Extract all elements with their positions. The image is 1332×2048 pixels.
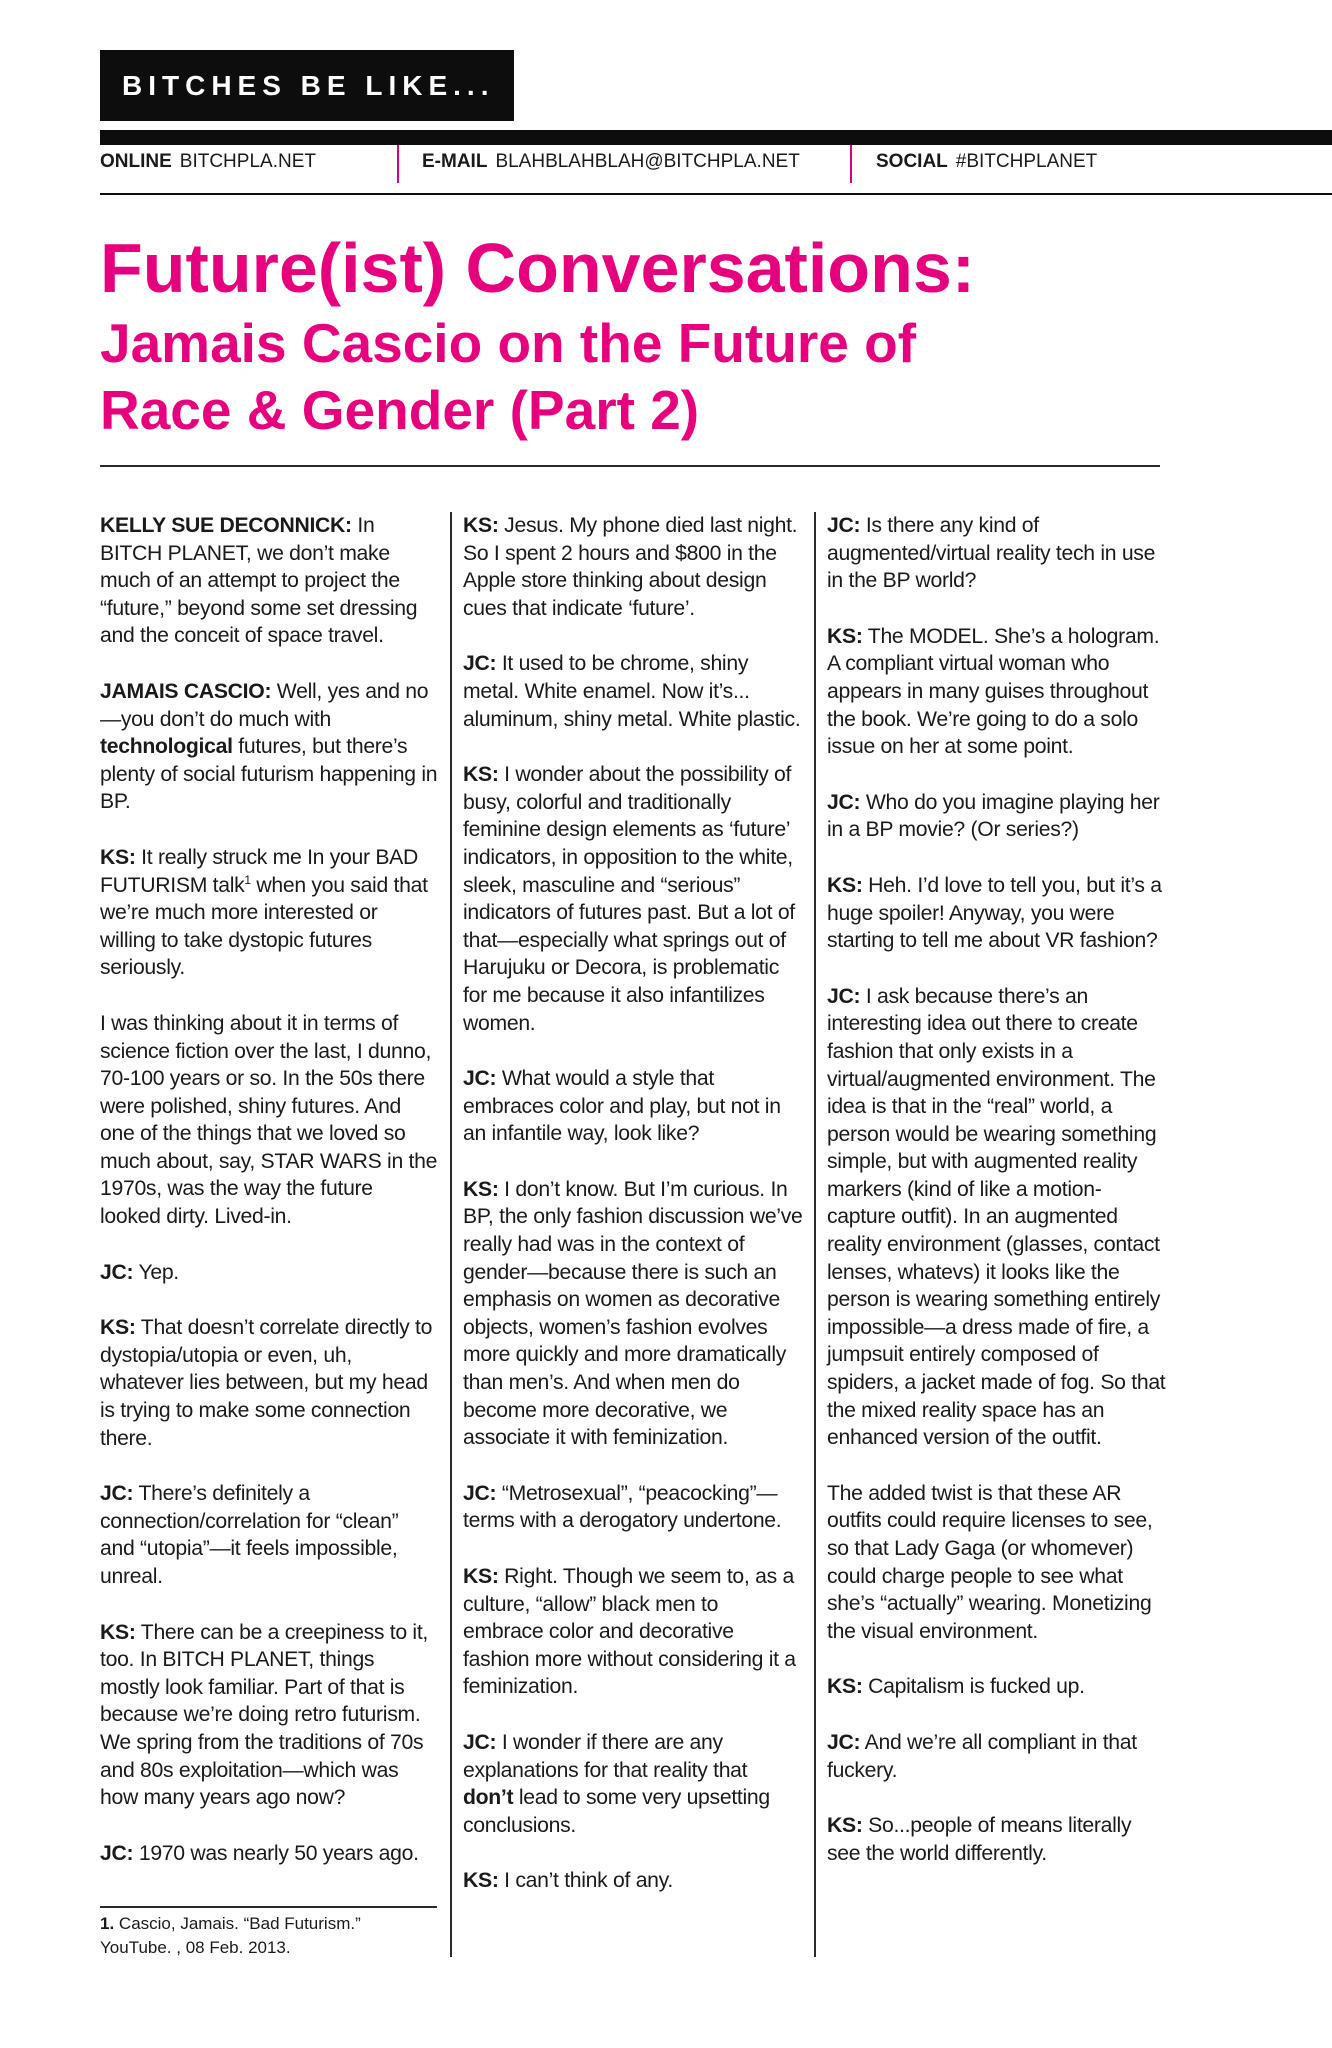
column-left	[100, 512, 438, 1895]
paragraph	[827, 1812, 1167, 1867]
dialogue: I ask because there’s an interesting idea out there to create fashion that only exists in a virtual/augmented environment. The idea is that in the “real” world, a person would be wearing something simple, but with augmented reality markers (kind of like a motion-capture outfit). In an augmented reality environment (glasses, contact lenses, whatevs) it looks like the person is wearing something entirely impossible—a dress made of fire, a jumpsuit entirely composed of spiders, a jacket made of fog. So that the mixed reality space has an enhanced version of the outfit.	[827, 984, 1166, 1450]
footnote-ref[interactable]: 1	[244, 872, 251, 887]
speaker: JC:	[463, 1481, 497, 1505]
speaker: KS:	[100, 845, 136, 869]
speaker: JC:	[100, 1260, 134, 1284]
dialogue: What would a style that embraces color and play, but not in an infantile way, look like?	[463, 1067, 781, 1146]
speaker: KS:	[463, 1177, 499, 1201]
speaker: JC:	[463, 652, 497, 676]
speaker: KS:	[827, 873, 863, 897]
email-label: E-MAIL	[422, 151, 488, 172]
speaker: KS:	[827, 1814, 863, 1838]
paragraph	[827, 983, 1167, 1452]
dialogue: It used to be chrome, shiny metal. White enamel. Now it’s... aluminum, shiny metal. White plastic.	[463, 652, 801, 731]
dialogue: Capitalism is fucked up.	[862, 1675, 1085, 1699]
paragraph	[463, 1480, 803, 1535]
paragraph	[827, 789, 1167, 844]
dialogue: The added twist is that these AR outfits could require licenses to see, so that Lady Gaga (or whomever) could charge people to see what she’s “actually” wearing. Monetizing the visual environment.	[827, 1481, 1153, 1643]
paragraph	[827, 1729, 1167, 1784]
paragraph	[100, 1480, 438, 1590]
dialogue: futures, but there’s plenty of social futurism happening in BP.	[100, 735, 438, 814]
dialogue: Who do you imagine playing her in a BP movie? (Or series?)	[827, 790, 1160, 842]
social-label: SOCIAL	[876, 151, 948, 172]
column-middle	[463, 512, 803, 1923]
speaker: JC:	[100, 1482, 134, 1506]
banner-text: BITCHES BE LIKE...	[122, 69, 495, 101]
speaker: KS:	[463, 1869, 499, 1893]
dialogue: Well, yes and no—you don’t do much with	[100, 679, 429, 731]
dialogue: Heh. I’d love to tell you, but it’s a huge spoiler! Anyway, you were starting to tell me about VR fashion?	[827, 873, 1162, 953]
speaker: JC:	[100, 1841, 134, 1865]
dialogue: The MODEL. She’s a hologram. A compliant virtual woman who appears in many guises throughout the book. We’re going to do a solo issue on her at some point.	[827, 624, 1160, 759]
paragraph	[100, 678, 438, 816]
dialogue: Yep.	[133, 1260, 179, 1284]
dialogue: “Metrosexual”, “peacocking”—terms with a derogatory undertone.	[463, 1481, 782, 1533]
title-line-3: Race & Gender (Part 2)	[100, 379, 700, 441]
paragraph	[827, 512, 1167, 595]
dialogue: I was thinking about it in terms of science fiction over the last, I dunno, 70-100 years or so. In the 50s there were polished, shiny futures. And one of the things that we loved so much about, say, STAR WARS in the 1970s, was the way the future looked dirty. Lived-in.	[100, 1011, 438, 1229]
speaker: JC:	[827, 790, 861, 814]
speaker: KS:	[463, 514, 499, 537]
section-banner	[100, 50, 514, 121]
paragraph	[100, 1259, 438, 1287]
dialogue: It really struck me In your BAD FUTURISM talk	[100, 845, 418, 897]
title-line-2: Jamais Cascio on the Future of	[100, 312, 917, 374]
speaker: JAMAIS CASCIO:	[100, 679, 272, 703]
title-line-1: Future(ist) Conversations:	[100, 229, 976, 307]
speaker: KELLY SUE DECONNICK:	[100, 514, 352, 537]
speaker: JC:	[463, 1730, 497, 1754]
paragraph	[100, 1314, 438, 1452]
footnote	[100, 1912, 420, 1960]
paragraph	[463, 1867, 803, 1895]
speaker: JC:	[827, 1730, 861, 1754]
title-rule	[100, 465, 1160, 467]
dialogue: Jesus. My phone died last night. So I spent 2 hours and $800 in the Apple store thinking about design cues that indicate ‘future’.	[463, 514, 798, 620]
online-label: ONLINE	[100, 151, 172, 172]
paragraph	[100, 1010, 438, 1231]
dialogue: That doesn’t correlate directly to dystopia/utopia or even, uh, whatever lies between, but my head is trying to make some connection there.	[100, 1316, 433, 1450]
paragraph	[463, 761, 803, 1037]
contact-rule	[100, 193, 1332, 195]
speaker: JC:	[827, 514, 861, 537]
paragraph	[463, 1729, 803, 1839]
dialogue: In BITCH PLANET, we don’t make much of an attempt to project the “future,” beyond some set dressing and the conceit of space travel.	[100, 514, 418, 648]
social-link[interactable]: #BITCHPLANET	[955, 151, 1098, 172]
email-link[interactable]: BLAHBLAHBLAH@BITCHPLA.NET	[495, 151, 800, 172]
speaker: KS:	[827, 624, 863, 648]
paragraph	[100, 1840, 438, 1868]
dialogue: I wonder about the possibility of busy, colorful and traditionally feminine design elements as ‘future’ indicators, in opposition to the white, sleek, masculine and “serious” indicators of futures past. But a lot of that—especially what springs out of Harujuku or Decora, is problematic for me because it also infantilizes women.	[463, 763, 795, 1035]
speaker: KS:	[463, 763, 499, 787]
paragraph	[463, 1176, 803, 1452]
paragraph	[463, 1065, 803, 1148]
emphasis: technological	[100, 735, 233, 759]
footnote-text: Cascio, Jamais. “Bad Futurism.” YouTube. , 08 Feb. 2013.	[100, 1914, 361, 1957]
paragraph	[463, 1563, 803, 1701]
speaker: JC:	[827, 984, 861, 1008]
online-info	[100, 148, 316, 178]
dialogue: I wonder if there are any explanations for that reality that	[463, 1730, 748, 1782]
column-divider	[450, 512, 452, 1957]
header-rule	[100, 130, 1332, 145]
paragraph	[827, 1480, 1167, 1646]
dialogue: Is there any kind of augmented/virtual reality tech in use in the BP world?	[827, 514, 1156, 593]
dialogue: There can be a creepiness to it, too. In BITCH PLANET, things mostly look familiar. Part of that is because we’re doing retro futurism. We spring from the traditions of 70s and 80s exploitation—which was how many years ago now?	[100, 1620, 428, 1810]
online-link[interactable]: BITCHPLA.NET	[179, 151, 316, 172]
paragraph	[100, 844, 438, 982]
paragraph	[463, 512, 803, 622]
paragraph	[827, 1673, 1167, 1701]
footnote-number: 1.	[100, 1914, 115, 1933]
dialogue: And we’re all compliant in that fuckery.	[827, 1730, 1137, 1782]
divider	[397, 145, 399, 183]
social-info	[876, 148, 1097, 178]
divider	[850, 145, 852, 183]
dialogue: So...people of means literally see the world differently.	[827, 1814, 1132, 1865]
dialogue: I can’t think of any.	[498, 1869, 673, 1893]
article-title	[100, 226, 1230, 444]
footnote-rule	[100, 1906, 437, 1908]
column-right	[827, 512, 1167, 1895]
dialogue: lead to some very upsetting conclusions.	[463, 1786, 770, 1837]
dialogue: There’s definitely a connection/correlation for “clean” and “utopia”—it feels impossible, unreal.	[100, 1482, 399, 1588]
column-divider	[814, 512, 816, 1957]
speaker: JC:	[463, 1067, 497, 1091]
dialogue: when you said that we’re much more interested or willing to take dystopic futures seriously.	[100, 873, 428, 980]
dialogue: 1970 was nearly 50 years ago.	[133, 1841, 419, 1865]
speaker: KS:	[827, 1675, 863, 1699]
speaker: KS:	[100, 1316, 136, 1340]
paragraph	[100, 512, 438, 650]
emphasis: don’t	[463, 1786, 514, 1810]
speaker: KS:	[100, 1620, 136, 1644]
paragraph	[827, 872, 1167, 955]
dialogue: Right. Though we seem to, as a culture, “allow” black men to embrace color and decorative fashion more without considering it a feminization.	[463, 1565, 796, 1699]
email-info	[422, 148, 800, 178]
paragraph	[100, 1619, 438, 1812]
speaker: KS:	[463, 1565, 499, 1588]
paragraph	[463, 650, 803, 733]
dialogue: I don’t know. But I’m curious. In BP, the only fashion discussion we’ve really had was in the context of gender—because there is such an emphasis on women as decorative objects, women’s fashion evolves more quickly and more dramatically than men’s. And when men do become more decorative, we associate it with feminization.	[463, 1177, 803, 1450]
paragraph	[827, 623, 1167, 761]
